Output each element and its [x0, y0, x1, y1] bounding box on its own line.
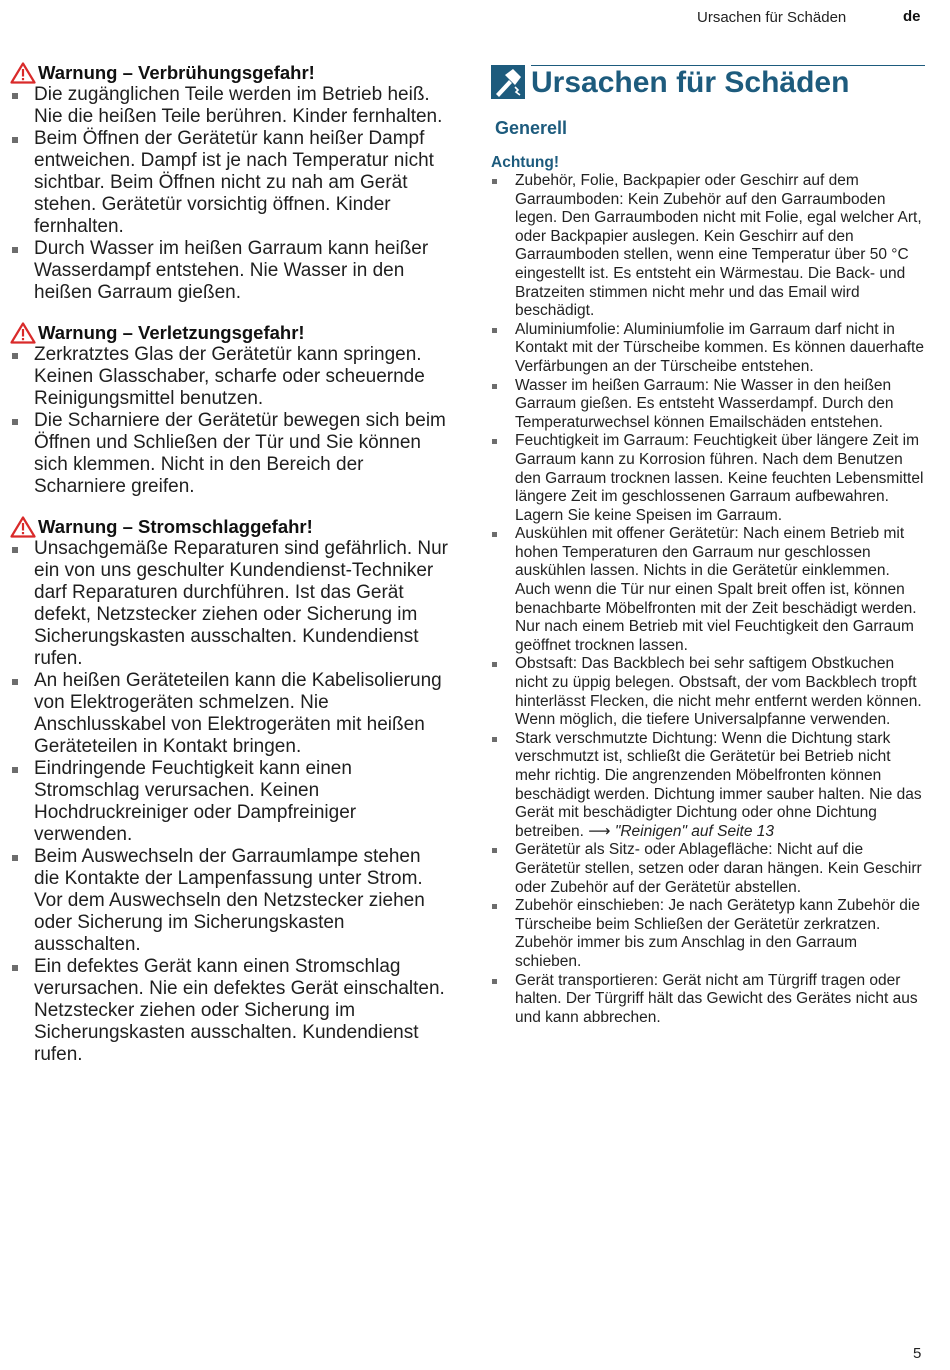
warning-triangle-icon: [10, 516, 36, 538]
cause-item: Aluminiumfolie: Aluminiumfolie im Garraum darf nicht in Kontakt mit der Türscheibe kommen. Es können dauerhafte Verfärbungen an der Türscheibe entstehen.: [491, 321, 925, 377]
running-header-language: de: [903, 8, 921, 25]
section-heading: [491, 62, 925, 102]
cause-list: [491, 172, 925, 1027]
warning-item: Durch Wasser im heißen Garraum kann heißer Wasserdampf entstehen. Nie Wasser in den heißen Garraum gießen.: [10, 238, 450, 304]
cause-text: Stark verschmutzte Dichtung: Wenn die Dichtung stark verschmutzt ist, schließt die Gerätetür bei Betrieb nicht mehr richtig. Die angrenzenden Möbelfronten können beschädigt werden. Dichtung immer sauber halten. Nie das Gerät mit beschädigter Dichtung oder ohne Dichtung betreiben.: [515, 729, 922, 840]
damage-causes-column: [491, 62, 925, 1027]
section-title: Ursachen für Schäden: [531, 66, 850, 99]
warning-item: Die Scharniere der Gerätetür bewegen sich beim Öffnen und Schließen der Tür und Sie können sich klemmen. Nicht in den Bereich der Scharniere greifen.: [10, 410, 450, 498]
warning-item: Eindringende Feuchtigkeit kann einen Stromschlag verursachen. Keinen Hochdruckreiniger oder Dampfreiniger verwenden.: [10, 758, 450, 846]
cause-item: Obstsaft: Das Backblech bei sehr saftigem Obstkuchen nicht zu üppig belegen. Obstsaft, der vom Backblech tropft hinterlässt Flecken, die nicht mehr entfernt werden können. Wenn möglich, die tiefere Universalpfanne verwenden.: [491, 655, 925, 729]
warning-title: Warnung – Stromschlaggefahr!: [38, 516, 313, 537]
warning-list: [10, 344, 450, 498]
warning-triangle-icon: [10, 322, 36, 344]
warning-item: Zerkratztes Glas der Gerätetür kann springen. Keinen Glasschaber, scharfe oder scheuernde Reinigungsmittel benutzen.: [10, 344, 450, 410]
cause-item: Gerätetür als Sitz- oder Ablagefläche: Nicht auf die Gerätetür stellen, setzen oder daran hängen. Kein Geschirr oder Zubehör auf der Gerätetür abstellen.: [491, 841, 925, 897]
warning-item: Unsachgemäße Reparaturen sind gefährlich. Nur ein von uns geschulter Kundendienst-Techniker darf Reparaturen durchführen. Ist das Gerät defekt, Netzstecker ziehen oder Sicherung im Sicherungskasten ausschalten. Kundendienst rufen.: [10, 538, 450, 670]
warning-item: Ein defektes Gerät kann einen Stromschlag verursachen. Nie ein defektes Gerät einschalten. Netzstecker ziehen oder Sicherung im Sicherungskasten ausschalten. Kundendienst rufen.: [10, 956, 450, 1066]
safety-warnings-column: [10, 62, 450, 1066]
warning-item: An heißen Geräteteilen kann die Kabelisolierung von Elektrogeräten schmelzen. Nie Anschlusskabel von Elektrogeräten mit heißen Geräteteilen in Kontakt bringen.: [10, 670, 450, 758]
page-number: 5: [913, 1345, 922, 1362]
warning-electric-shock: [10, 516, 450, 1066]
warning-scalding: [10, 62, 450, 304]
cause-item: Auskühlen mit offener Gerätetür: Nach einem Betrieb mit hohen Temperaturen den Garraum nur geschlossen auskühlen lassen. Nichts in die Gerätetür einklemmen. Auch wenn die Tür nur einen Spalt breit offen ist, können benachbarte Möbelfronten mit der Zeit beschädigt werden. Nur nach einem Betrieb mit viel Feuchtigkeit den Garraum geöffnet trocknen lassen.: [491, 525, 925, 655]
cause-item: Wasser im heißen Garraum: Nie Wasser in den heißen Garraum gießen. Es entsteht Wasserdampf. Durch den Temperaturwechsel können Emailschäden entstehen.: [491, 377, 925, 433]
subsection-title: Generell: [495, 118, 568, 138]
warning-injury: [10, 322, 450, 498]
cause-item: Gerät transportieren: Gerät nicht am Türgriff tragen oder halten. Der Türgriff hält das Gewicht des Gerätes nicht aus und kann abbrechen.: [491, 972, 925, 1028]
warning-item: Beim Auswechseln der Garraumlampe stehen die Kontakte der Lampenfassung unter Strom. Vor dem Auswechseln den Netzstecker ziehen oder Sicherung im Sicherungskasten ausschalten.: [10, 846, 450, 956]
warning-title: Warnung – Verbrühungsgefahr!: [38, 62, 315, 83]
attention-label: Achtung!: [491, 154, 560, 171]
damage-hammer-icon: [491, 65, 525, 99]
warning-list: [10, 538, 450, 1066]
warning-triangle-icon: [10, 62, 36, 84]
warning-title: Warnung – Verletzungsgefahr!: [38, 322, 305, 343]
cause-item: [491, 730, 925, 842]
warning-item: Die zugänglichen Teile werden im Betrieb heiß. Nie die heißen Teile berühren. Kinder fernhalten.: [10, 84, 450, 128]
cause-item: Feuchtigkeit im Garraum: Feuchtigkeit über längere Zeit im Garraum kann zu Korrosion führen. Nach dem Benutzen den Garraum trocknen lassen. Keine feuchten Lebensmittel längere Zeit im geschlossenen Garraum aufbewahren. Lagern Sie keine Speisen im Garraum.: [491, 432, 925, 525]
reference-arrow-icon: ⟶: [588, 822, 611, 840]
running-header-section: Ursachen für Schäden: [697, 9, 847, 26]
page-reference-link[interactable]: "Reinigen" auf Seite 13: [614, 822, 775, 840]
warning-item: Beim Öffnen der Gerätetür kann heißer Dampf entweichen. Dampf ist je nach Temperatur nicht sichtbar. Beim Öffnen nicht zu nah am Gerät stehen. Gerätetür vorsichtig öffnen. Kinder fernhalten.: [10, 128, 450, 238]
warning-list: [10, 84, 450, 304]
cause-item: Zubehör einschieben: Je nach Gerätetyp kann Zubehör die Türscheibe beim Schließen der Gerätetür zerkratzen. Zubehör immer bis zum Anschlag in den Garraum schieben.: [491, 897, 925, 971]
cause-item: Zubehör, Folie, Backpapier oder Geschirr auf dem Garraumboden: Kein Zubehör auf den Garraumboden legen. Den Garraumboden nicht mit Folie, egal welcher Art, oder Backpapier auslegen. Kein Geschirr auf den Garraumboden stellen, wenn eine Temperatur über 50 °C eingestellt ist. Es entsteht ein Wärmestau. Die Back- und Bratzeiten stimmen nicht mehr und das Email wird beschädigt.: [491, 172, 925, 321]
